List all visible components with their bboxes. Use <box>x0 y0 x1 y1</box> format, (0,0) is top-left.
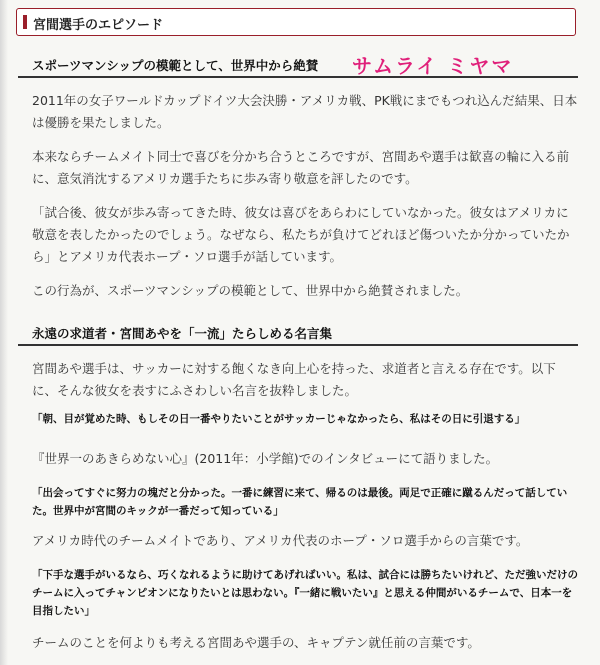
quote-source-book: 『世界一のあきらめない心』(2011年：小学館)でのインタビューにて語りました。 <box>32 451 499 466</box>
quote-source-solo: アメリカ時代のチームメイトであり、アメリカ代表のホープ・ソロ選手からの言葉です。 <box>32 533 529 548</box>
paragraph-intro: 宮間あや選手は、サッカーに対する飽くなき向上心を持った、求道者と言える存在です。以下に、そんな彼女を表すにふさわしい名言を抜粋しました。 <box>32 361 556 398</box>
title-accent-bar <box>23 15 27 29</box>
handwritten-note: サムライ ミヤマ <box>352 54 514 78</box>
episode-title-box <box>16 8 576 36</box>
paragraph-solo-quote: 「試合後、彼女が歩み寄ってきた時、彼女は喜びをあらわにしていなかった。彼女はアメリカに敬意を表したかったのでしょう。なぜなら、私たちが負けてどれほど傷ついたか分かっていたから」とアメリカ代表ホープ・ソロ選手が話しています。 <box>32 205 570 264</box>
paragraph-final-result: 2011年の女子ワールドカップドイツ大会決勝・アメリカ戦、PK戦にまでもつれ込んだ結果、日本は優勝を果たしました。 <box>32 93 578 130</box>
section-heading-text: スポーツマンシップの模範として、世界中から絶賛 <box>32 58 319 73</box>
section-heading-text: 永遠の求道者・宮間あやを「一流」たらしめる名言集 <box>32 326 333 341</box>
quote-retire: 「朝、目が覚めた時、もしその日一番やりたいことがサッカーじゃなかったら、私はその日に引退する」 <box>32 413 526 425</box>
page-edge-shadow <box>0 0 8 665</box>
quote-solo: 「出会ってすぐに努力の塊だと分かった。一番に練習に来て、帰るのは最後。両足で正確に蹴るんだって話していた。世界中が宮間のキックが一番だって知っている」 <box>32 487 568 517</box>
page-title: 宮間選手のエピソード <box>33 18 164 33</box>
section-heading-quotes <box>18 320 578 346</box>
quote-source-captain: チームのことを何よりも考える宮間あや選手の、キャプテン就任前の言葉です。 <box>32 635 480 650</box>
paragraph-respect: 本来ならチームメイト同士で喜びを分かち合うところですが、宮間あや選手は歓喜の輪に入る前に、意気消沈するアメリカ選手たちに歩み寄り敬意を評したのです。 <box>32 149 570 186</box>
quote-team: 「下手な選手がいるなら、巧くなれるように助けてあげればいい。私は、試合には勝ちたいけれど、ただ強いだけのチームに入ってチャンピオンになりたいとは思わない。『一緒に戦いたい』と思える仲間がいるチームで、日本一を目指したい」 <box>32 569 578 617</box>
paragraph-praise: この行為が、スポーツマンシップの模範として、世界中から絶賛されました。 <box>32 283 469 298</box>
